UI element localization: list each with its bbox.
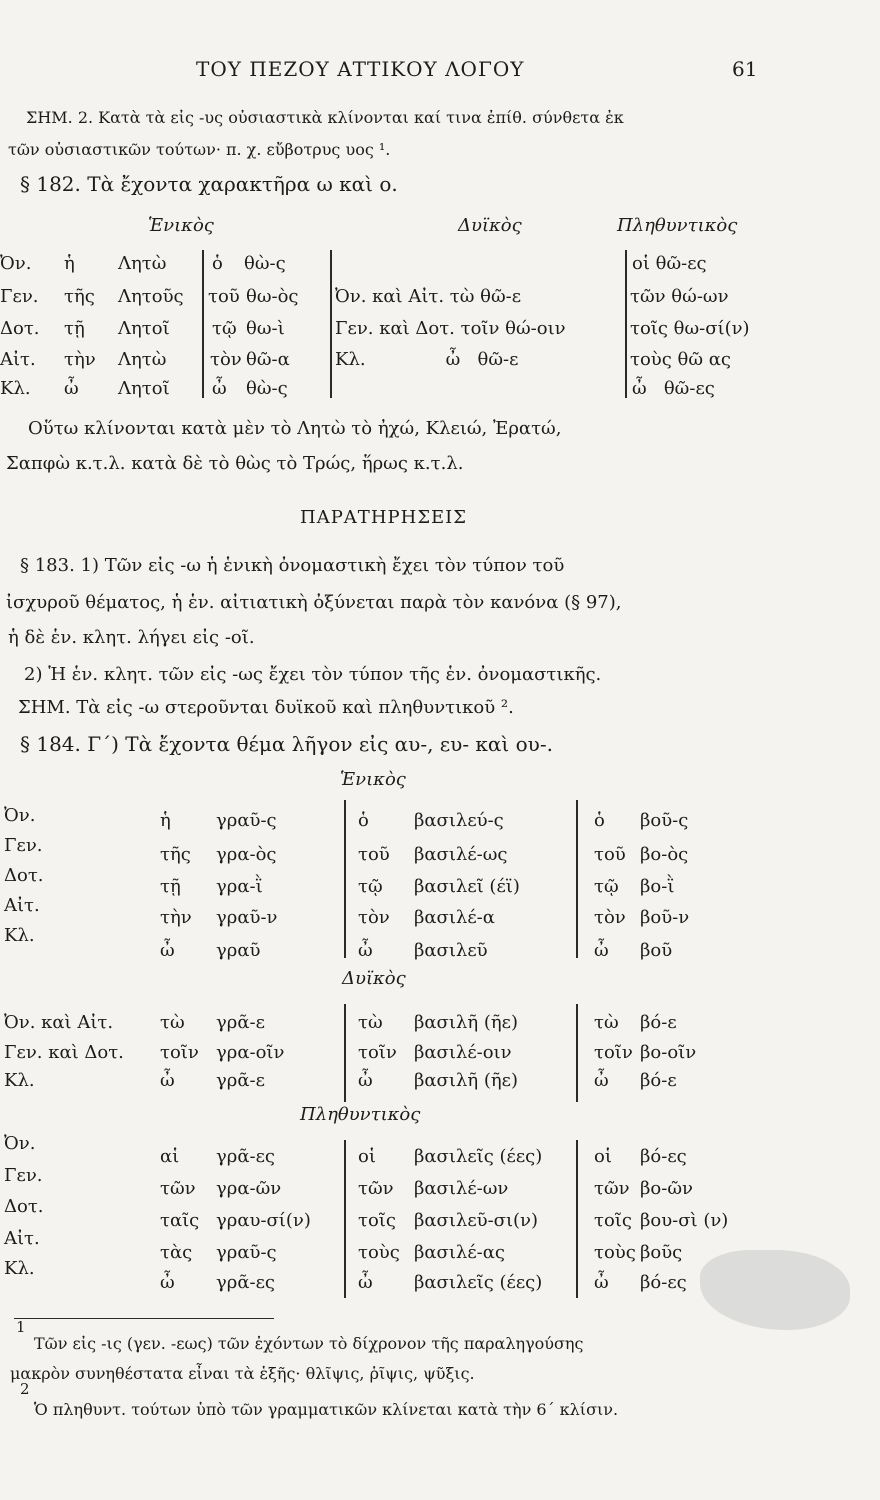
form-bous: βό-ες [640,1146,687,1167]
form-dual: Ὀν. καὶ Αἰτ. τὼ θῶ-ε [335,286,522,307]
singular-title: Ἑνικὸς [340,769,406,790]
article: τοῖς [594,1210,632,1231]
form-basileus: βασιλέ-οιν [414,1042,512,1063]
form-graus: γραυ-σί(ν) [216,1210,311,1231]
article: τοῖν [594,1042,633,1063]
table-184-divider-2 [576,800,578,958]
case-label: Γεν. καὶ Δοτ. [4,1042,124,1063]
section-183-line-1: § 183. 1) Τῶν εἰς -ω ἡ ἑνικὴ ὀνομαστικὴ ἔχει τὸν τύπον τοῦ [20,555,565,576]
form-leto: Λητὼ [118,253,167,274]
article: τῶν [594,1178,630,1199]
form-bous: βό-ε [640,1070,677,1091]
footnote-1-line-2: μακρὸν συνηθέστατα εἶναι τὰ ἑξῆς· θλῖψις, ῥῖψις, ψῦξις. [10,1364,475,1383]
article: ὦ [358,1070,373,1091]
section-182-heading: § 182. Τὰ ἔχοντα χαρακτῆρα ω καὶ ο. [20,172,398,196]
form-leto: Λητοῖ [118,378,170,399]
form-basileus: βασιλεῖς (έες) [414,1272,543,1293]
form-graus: γραῦ-ς [216,1242,277,1263]
case-label: Δοτ. [0,318,40,339]
article: τῷ [594,876,619,897]
article: τὼ [594,1012,619,1033]
form-leto: Λητοῦς [118,286,184,307]
form-basileus: βασιλεῦ [414,940,488,961]
article: τὴν [64,349,96,370]
article: τοῖς [358,1210,396,1231]
article: τῆς [160,844,191,865]
form-graus: γρα-ῶν [216,1178,282,1199]
form-basileus: βασιλέ-ως [414,844,508,865]
article: αἱ [160,1146,180,1167]
paper-stain [700,1250,850,1330]
form-thos: θῶ-α [246,349,290,370]
form-bous: βό-ε [640,1012,677,1033]
article: οἱ [358,1146,376,1167]
case-label: Αἰτ. [4,895,40,916]
header-dual: Δυϊκὸς [458,215,522,236]
section-183-line-4: 2) Ἡ ἑν. κλητ. τῶν εἰς -ως ἔχει τὸν τύπον τῆς ἑν. ὀνομαστικῆς. [24,664,602,685]
footnote-2-marker: 2 [20,1380,30,1398]
case-label: Γεν. [4,835,43,856]
article: ὁ [358,810,369,831]
form-plural: τῶν θώ-ων [630,286,729,307]
form-dual: Γεν. καὶ Δοτ. τοῖν θώ-οιν [335,318,566,339]
article: τῇ [64,318,85,339]
case-label: Δοτ. [4,1196,44,1217]
article: τῷ [212,318,237,339]
article: τὸν [594,907,626,928]
form-leto: Λητοῖ [118,318,170,339]
note-2-line-1: ΣΗΜ. 2. Κατὰ τὰ εἰς -υς οὐσιαστικὰ κλίνονται καί τινα ἐπίθ. σύνθετα ἐκ [26,108,624,127]
form-graus: γρᾶ-ες [216,1146,275,1167]
form-leto: Λητὼ [118,349,167,370]
article: ὦ [358,1272,373,1293]
article: τὴν [160,907,192,928]
form-plural: οἱ θῶ-ες [632,253,707,274]
form-graus: γρα-οῖν [216,1042,285,1063]
form-plural: τοῖς θω-σί(ν) [630,318,750,339]
plural-title: Πληθυντικὸς [300,1104,421,1125]
article: τῶν [160,1178,196,1199]
article: τῇ [160,876,181,897]
form-bous: βοῦ [640,940,673,961]
form-plural: ὦ θῶ-ες [632,378,715,399]
article: τῶν [358,1178,394,1199]
article: τοῖν [160,1042,199,1063]
article: τὸν [210,349,242,370]
form-bous: βο-ὸς [640,844,689,865]
form-graus: γρα-ῒ [216,876,263,897]
form-graus: γρᾶ-ες [216,1272,275,1293]
form-thos: θὼ-ς [244,253,286,274]
form-thos: θω-ὶ [246,318,285,339]
case-label: Κλ. [4,1258,35,1279]
footnote-1-marker: 1 [16,1318,26,1336]
article: ταῖς [160,1210,200,1231]
article: τῆς [64,286,95,307]
article: ὁ [594,810,605,831]
form-thos: θὼ-ς [246,378,288,399]
form-bous: βο-οῖν [640,1042,697,1063]
form-graus: γρᾶ-ε [216,1012,265,1033]
article: τὼ [160,1012,185,1033]
article: ὦ [358,940,373,961]
table-182-divider-3 [625,250,627,398]
table-184-divider-5 [344,1140,346,1298]
article: ὦ [594,1070,609,1091]
article: ὦ [64,378,79,399]
form-basileus: βασιλῆ (ῆε) [414,1070,518,1091]
note-2-line-2: τῶν οὐσιαστικῶν τούτων· π. χ. εὔβοτρυς υος ¹. [8,140,391,159]
form-basileus: βασιλέ-α [414,907,495,928]
case-label: Κλ. [4,1070,35,1091]
article: ὁ [212,253,223,274]
article: τοὺς [594,1242,636,1263]
case-label: Γεν. [0,286,39,307]
article: ὦ [594,1272,609,1293]
article: τὸν [358,907,390,928]
case-label: Δοτ. [4,865,44,886]
case-label: Ὀν. [4,805,36,826]
form-basileus: βασιλεῖ (έϊ) [414,876,520,897]
case-label: Γεν. [4,1165,43,1186]
table-184-divider-3 [344,1004,346,1102]
article: τῷ [358,876,383,897]
form-graus: γραῦ [216,940,261,961]
table-184-divider-6 [576,1140,578,1298]
page-number: 61 [732,57,758,81]
section-183-line-2: ἰσχυροῦ θέματος, ἡ ἑν. αἰτιατικὴ ὀξύνεται παρὰ τὸν κανόνα (§ 97), [6,592,622,613]
form-bous: βοῦ-ς [640,810,689,831]
article: ὦ [160,1070,175,1091]
article: τὼ [358,1012,383,1033]
case-label: Αἰτ. [0,349,36,370]
table-184-divider-1 [344,800,346,958]
article: τὰς [160,1242,193,1263]
form-basileus: βασιλεύ-ς [414,810,504,831]
note-line: ΣΗΜ. Τὰ εἰς -ω στεροῦνται δυϊκοῦ καὶ πληθυντικοῦ ². [18,697,514,718]
article: οἱ [594,1146,612,1167]
form-graus: γρα-ὸς [216,844,277,865]
form-basileus: βασιλέ-ας [414,1242,505,1263]
case-label: Ὀν. [4,1133,36,1154]
form-basileus: βασιλῆ (ῆε) [414,1012,518,1033]
paragraph-line-1: Οὕτω κλίνονται κατὰ μὲν τὸ Λητὼ τὸ ἠχώ, Κλειώ, Ἐρατώ, [28,418,562,439]
article: τοῦ [358,844,390,865]
article: ἡ [64,253,75,274]
footnote-rule [14,1318,274,1319]
form-bous: βου-σὶ (ν) [640,1210,729,1231]
header-plural: Πληθυντικὸς [617,215,738,236]
article: ὦ [160,1272,175,1293]
article: ὦ [594,940,609,961]
table-182-divider-2 [330,250,332,398]
form-bous: βο-ῒ [640,876,675,897]
form-basileus: βασιλέ-ων [414,1178,509,1199]
observations-heading: ΠΑΡΑΤΗΡΗΣΕΙΣ [300,507,468,528]
form-bous: βοῦς [640,1242,683,1263]
section-183-line-3: ἡ δὲ ἑν. κλητ. λήγει εἰς -οῖ. [8,627,255,648]
form-graus: γραῦ-ς [216,810,277,831]
paragraph-line-2: Σαπφὼ κ.τ.λ. κατὰ δὲ τὸ θὼς τὸ Τρώς, ἥρως κ.τ.λ. [6,453,464,474]
case-label: Κλ. [0,378,31,399]
case-label: Κλ. [4,925,35,946]
dual-title: Δυϊκὸς [342,968,406,989]
form-dual: Κλ. ὦ θῶ-ε [335,349,519,370]
running-header: ΤΟΥ ΠΕΖΟΥ ΑΤΤΙΚΟΥ ΛΟΓΟΥ [196,57,525,81]
article: ἡ [160,810,171,831]
table-184-divider-4 [576,1004,578,1102]
case-label: Αἰτ. [4,1228,40,1249]
form-basileus: βασιλεῖς (έες) [414,1146,543,1167]
form-graus: γραῦ-ν [216,907,278,928]
article: ὦ [160,940,175,961]
article: τοῦ [594,844,626,865]
case-label: Ὀν. καὶ Αἰτ. [4,1012,114,1033]
article: τοῦ [208,286,240,307]
form-basileus: βασιλεῦ-σι(ν) [414,1210,538,1231]
section-184-heading: § 184. Γ΄) Τὰ ἔχοντα θέμα λῆγον εἰς αυ-, ευ- καὶ ου-. [20,732,553,756]
form-thos: θω-ὸς [246,286,299,307]
table-182-divider-1 [202,250,204,398]
footnote-1-line-1: Τῶν εἰς -ις (γεν. -εως) τῶν ἐχόντων τὸ δίχρονον τῆς παραληγούσης [34,1334,584,1353]
form-graus: γρᾶ-ε [216,1070,265,1091]
case-label: Ὀν. [0,253,32,274]
footnote-2-line-1: Ὁ πληθυντ. τούτων ὑπὸ τῶν γραμματικῶν κλίνεται κατὰ τὴν 6΄ κλίσιν. [34,1400,619,1419]
header-singular: Ἑνικὸς [148,215,214,236]
form-plural: τοὺς θῶ ας [630,349,732,370]
form-bous: βο-ῶν [640,1178,693,1199]
article: τοῖν [358,1042,397,1063]
article: τοὺς [358,1242,400,1263]
form-bous: βό-ες [640,1272,687,1293]
article: ὦ [212,378,227,399]
form-bous: βοῦ-ν [640,907,690,928]
